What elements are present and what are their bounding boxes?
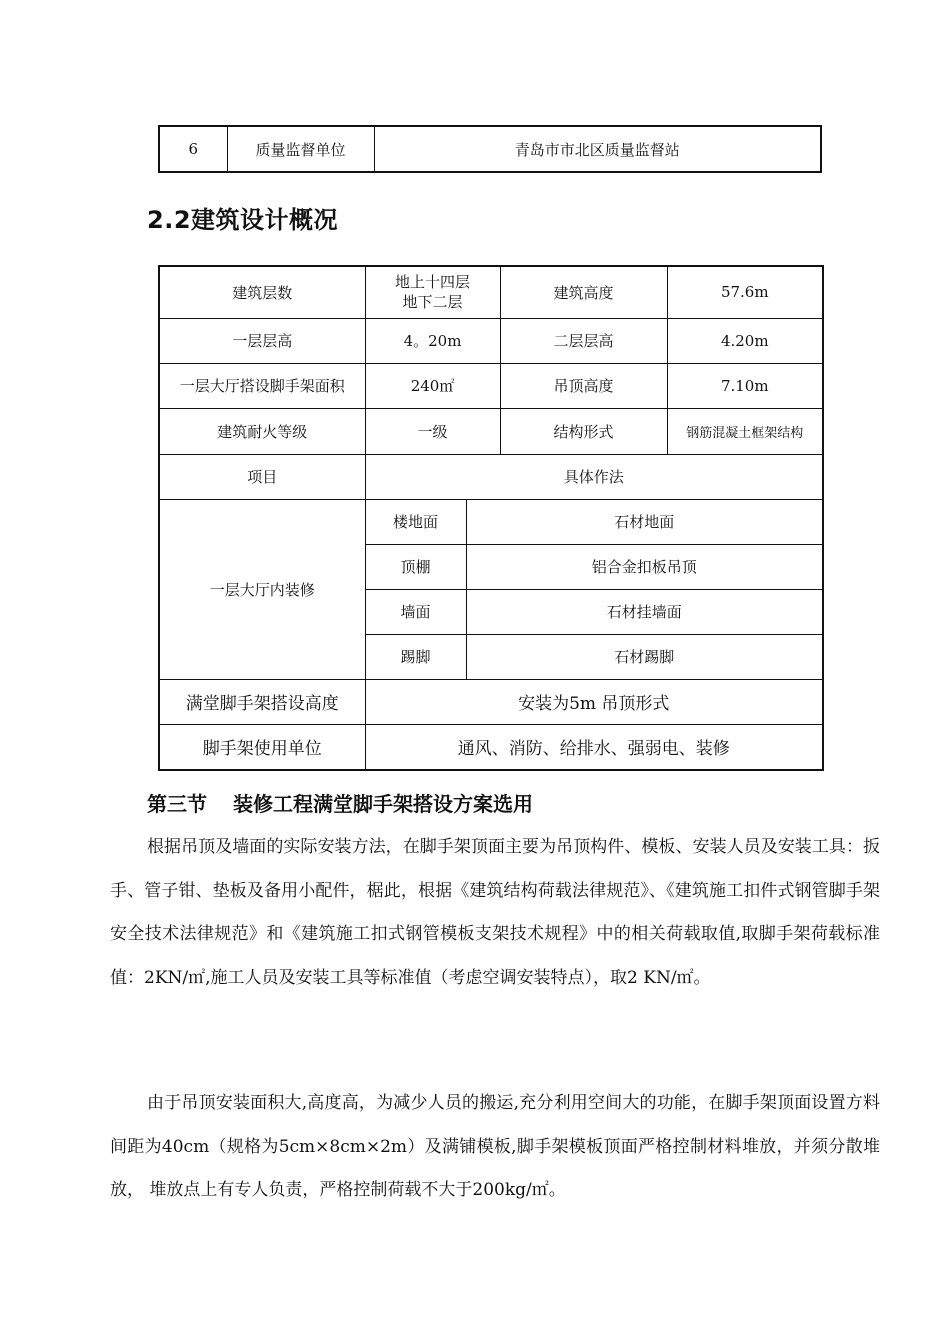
cell-second-floor-height-value: 4.20m (667, 318, 823, 363)
paragraph-2: 由于吊顶安装面积大,高度高，为减少人员的搬运,充分利用空间大的功能，在脚手架顶面设置方料间距为40cm（规格为5cm×8cm×2m）及满铺模板,脚手架模板顶面严格控制材料堆放，并须分散堆放， 堆放点上有专人负责，严格控制荷载不大于200kg/㎡。 (110, 1093, 880, 1200)
table-row (159, 408, 823, 454)
cell-second-floor-height-label: 二层层高 (500, 318, 667, 363)
cell-ceiling-height-value: 7.10m (667, 363, 823, 408)
section3-number: 第三节 (147, 792, 207, 816)
table-row (159, 363, 823, 408)
cell-height-label: 建筑高度 (500, 266, 667, 318)
table-row (159, 318, 823, 363)
cell-fire-rating-value: 一级 (365, 408, 500, 454)
table-row (159, 724, 823, 770)
row-value: 青岛市市北区质量监督站 (374, 126, 821, 172)
cell-structure-label: 结构形式 (500, 408, 667, 454)
cell-height-value: 57.6m (667, 266, 823, 318)
cell-part: 顶棚 (365, 544, 466, 589)
table-row (159, 126, 821, 172)
cell-part: 踢脚 (365, 634, 466, 679)
cell-method: 石材地面 (466, 499, 823, 544)
cell-scaffold-users-label: 脚手架使用单位 (159, 724, 365, 770)
building-design-table (158, 265, 824, 771)
cell-floors-value (365, 266, 500, 318)
table-row (159, 454, 823, 499)
cell-fire-rating-label: 建筑耐火等级 (159, 408, 365, 454)
cell-first-floor-height-label: 一层层高 (159, 318, 365, 363)
paragraph-1: 根据吊顶及墙面的实际安装方法，在脚手架顶面主要为吊顶构件、模板、安装人员及安装工具：扳手、管子钳、垫板及备用小配件，椐此，根据《建筑结构荷载法律规范》、《建筑施工扣件式钢管脚手架安全技术法律规范》和《建筑施工扣式钢管模板支架技术规程》中的相关荷载取值,取脚手架荷载标准值：2KN/㎡,施工人员及安装工具等标准值（考虑空调安装特点），取2 KN/㎡。 (110, 837, 880, 988)
table-row (159, 266, 823, 318)
cell-floors-label: 建筑层数 (159, 266, 365, 318)
cell-scaffold-height-label: 满堂脚手架搭设高度 (159, 679, 365, 724)
cell-first-floor-height-value: 4。20m (365, 318, 500, 363)
section3-title: 装修工程满堂脚手架搭设方案选用 (233, 792, 533, 816)
row-number: 6 (159, 126, 227, 172)
cell-method: 铝合金扣板吊顶 (466, 544, 823, 589)
cell-ceiling-height-label: 吊顶高度 (500, 363, 667, 408)
table-row (159, 679, 823, 724)
floors-below: 地下二层 (402, 293, 463, 312)
quality-supervision-table (158, 125, 822, 173)
table-row (159, 499, 823, 544)
cell-scaffold-users-value: 通风、消防、给排水、强弱电、装修 (365, 724, 823, 770)
cell-decoration-label: 一层大厅内装修 (159, 499, 365, 679)
row-label: 质量监督单位 (227, 126, 374, 172)
cell-structure-value: 钢筋混凝土框架结构 (667, 408, 823, 454)
floors-above: 地上十四层 (395, 273, 471, 292)
cell-scaffold-area-value: 240㎡ (365, 363, 500, 408)
section-heading: 2.2建筑设计概况 (147, 206, 339, 234)
cell-method-header: 具体作法 (365, 454, 823, 499)
cell-method: 石材踢脚 (466, 634, 823, 679)
cell-method: 石材挂墙面 (466, 589, 823, 634)
cell-scaffold-area-label: 一层大厅搭设脚手架面积 (159, 363, 365, 408)
cell-scaffold-height-value: 安装为5m 吊顶形式 (365, 679, 823, 724)
cell-part: 楼地面 (365, 499, 466, 544)
cell-item-header: 项目 (159, 454, 365, 499)
cell-part: 墙面 (365, 589, 466, 634)
section3-heading (147, 788, 533, 817)
